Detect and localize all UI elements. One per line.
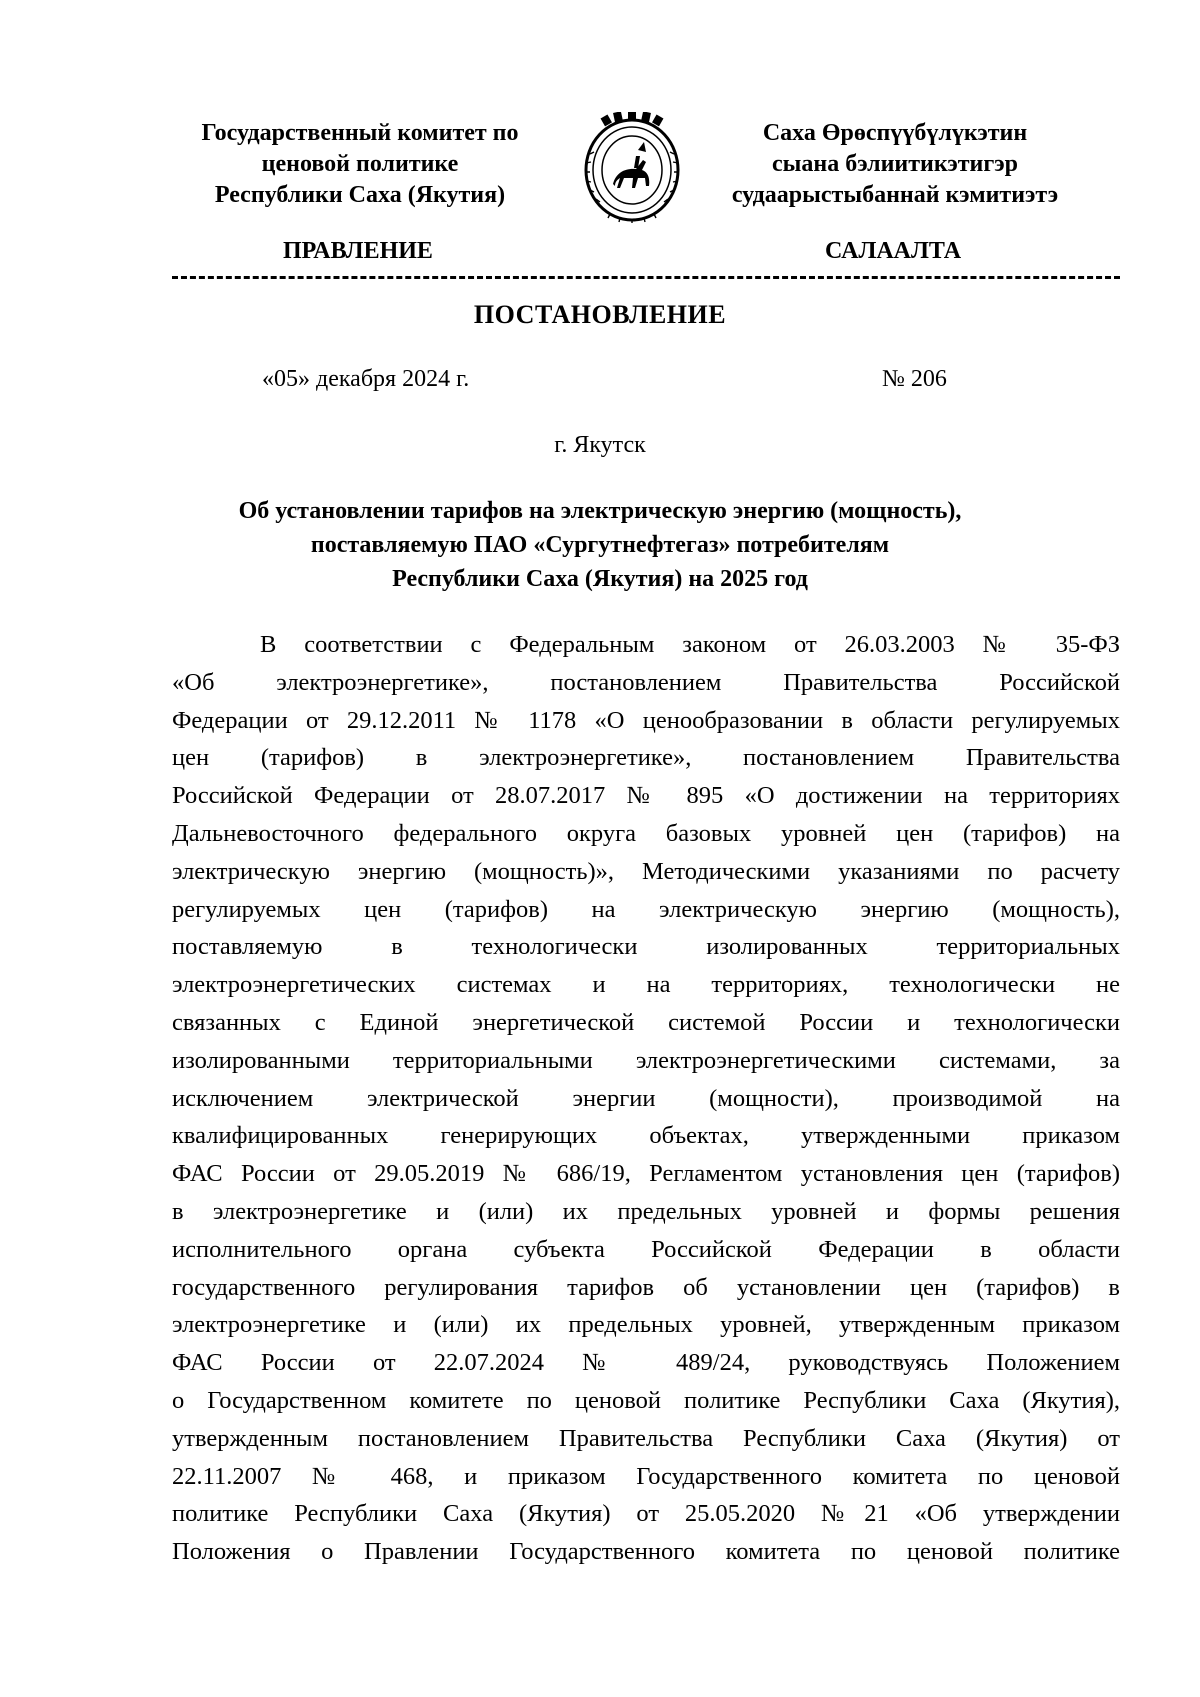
body-line: регулируемых цен (тарифов) на электрическую энергию (мощность), [172, 895, 1120, 923]
body-line: электроэнергетике и (или) их предельных уровней, утвержденным приказом [172, 1311, 1120, 1339]
header-left-line: Государственный комитет по [201, 120, 519, 146]
title-line: Республики Саха (Якутия) на 2025 год [392, 566, 808, 592]
body-paragraph [172, 626, 1120, 1571]
title-line: поставляемую ПАО «Сургутнефтегаз» потребителям [310, 532, 890, 558]
dashed-divider [172, 276, 1120, 279]
body-line: политике Республики Саха (Якутия) от 25.05.2020 №21 «Об утверждении [172, 1500, 1120, 1528]
document-type-heading: ПОСТАНОВЛЕНИЕ [473, 300, 727, 329]
header-right-line: судаарыстыбаннай кэмитиэтэ [731, 182, 1059, 208]
board-label-sakha: САЛААЛТА [825, 238, 962, 264]
body-line: изолированными территориальными электроэнергетическими системами, за [172, 1046, 1120, 1074]
body-line: связанных с Единой энергетической системой России и технологически [172, 1008, 1120, 1036]
body-line: электроэнергетических системах и на территориях, технологически не [172, 971, 1120, 999]
header-agency-name-russian [165, 118, 555, 211]
header-left-line: Республики Саха (Якутия) [214, 182, 506, 208]
header-agency-name-sakha [700, 118, 1090, 211]
body-line: исполнительного органа субъекта Российской Федерации в области [172, 1235, 1120, 1263]
body-line: утвержденным постановлением Правительства Республики Саха (Якутия) от [172, 1424, 1120, 1452]
body-line: ФАС России от 29.05.2019 № 686/19, Регламентом установления цен (тарифов) [172, 1160, 1120, 1188]
body-line: поставляемую в технологически изолированных территориальных [172, 933, 1120, 961]
header-right-line: Саха Өрөспүүбүлүкэтин [762, 120, 1028, 146]
body-line: в электроэнергетике и (или) их предельных уровней и формы решения [172, 1197, 1120, 1225]
body-line: «Об электроэнергетике», постановлением Правительства Российской [172, 668, 1120, 696]
header-right-line: сыана бэлиитикэтигэр [771, 151, 1018, 177]
body-line: электрическую энергию (мощность)», Методическими указаниями по расчету [172, 857, 1120, 885]
board-label-russian: ПРАВЛЕНИЕ [283, 238, 433, 264]
document-number: № 206 [882, 366, 947, 392]
body-line: Положения о Правлении Государственного комитета по ценовой политике [172, 1538, 1120, 1566]
header-left-line: ценовой политике [261, 151, 459, 177]
document-title [100, 494, 1100, 596]
body-line: о Государственном комитете по ценовой политике Республики Саха (Якутия), [172, 1386, 1120, 1414]
body-line: ФАС России от 22.07.2024 № 489/24, руководствуясь Положением [172, 1349, 1120, 1377]
body-line: государственного регулирования тарифов об установлении цен (тарифов) в [172, 1273, 1120, 1301]
body-line: цен (тарифов) в электроэнергетике», постановлением Правительства [172, 744, 1120, 772]
body-line: Федерации от 29.12.2011 № 1178 «О ценообразовании в области регулируемых [172, 706, 1120, 734]
body-line: Дальневосточного федерального округа базовых уровней цен (тарифов) на [172, 819, 1120, 847]
document-date: «05» декабря 2024 г. [262, 366, 470, 392]
body-line: В соответствии с Федеральным законом от 26.03.2003 № 35-ФЗ [260, 631, 1120, 658]
body-line: Российской Федерации от 28.07.2017 № 895 «О достижении на территориях [172, 782, 1120, 810]
title-line: Об установлении тарифов на электрическую энергию (мощность), [238, 498, 962, 524]
body-line: квалифицированных генерирующих объектах, утвержденными приказом [172, 1122, 1120, 1150]
document-city: г. Якутск [554, 432, 646, 458]
body-line: исключением электрической энергии (мощности), производимой на [172, 1084, 1120, 1112]
sakha-republic-emblem-icon [580, 112, 684, 224]
body-line: 22.11.2007 № 468, и приказом Государственного комитета по ценовой [172, 1462, 1120, 1490]
